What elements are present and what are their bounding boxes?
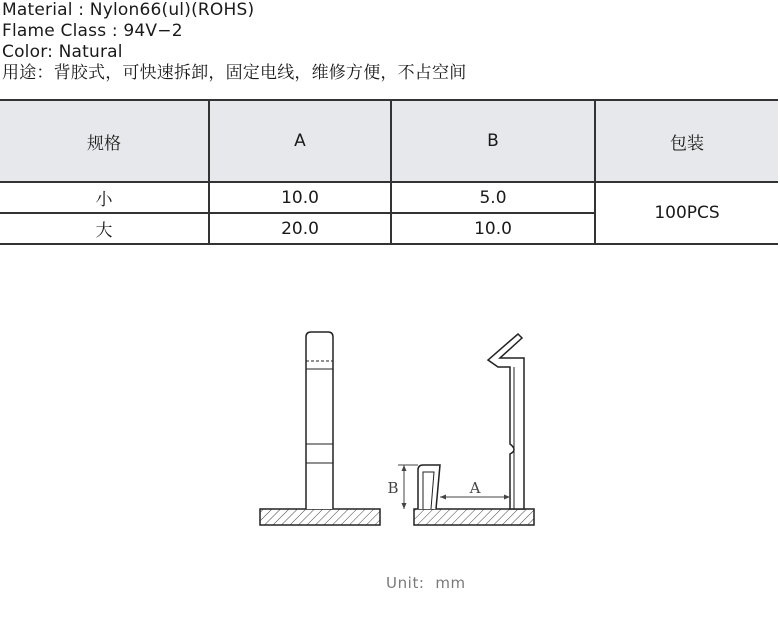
dimension-a-label: A	[469, 479, 481, 497]
dimension-b	[387, 465, 418, 509]
material-line: Material : Nylon66(ul)(ROHS)	[2, 0, 255, 20]
row-b-value: 5.0	[391, 182, 595, 213]
dimension-b-label: B	[387, 479, 399, 497]
header-a: A	[209, 100, 391, 182]
arrow-left-icon	[440, 495, 446, 500]
header-size: 规格	[0, 100, 209, 182]
front-view	[260, 332, 380, 525]
row-a-value: 20.0	[209, 213, 391, 244]
arrow-up-icon	[402, 465, 407, 471]
row-size: 大	[0, 213, 209, 244]
arrow-right-icon	[504, 495, 510, 500]
arrow-down-icon	[402, 503, 407, 509]
header-packing: 包装	[595, 100, 778, 182]
side-base-plate	[414, 509, 534, 525]
unit-label: Unit: mm	[386, 574, 466, 592]
flame-class-line: Flame Class : 94V−2	[2, 21, 183, 41]
row-b-value: 10.0	[391, 213, 595, 244]
front-base-plate	[260, 509, 380, 525]
dimension-a	[440, 479, 510, 500]
usage-line: 用途：背胶式，可快速拆卸，固定电线，维修方便，不占空间	[2, 63, 467, 83]
color-line: Color: Natural	[2, 42, 123, 62]
row-size: 小	[95, 190, 113, 210]
packing-value: 100PCS	[595, 182, 778, 244]
front-post	[306, 332, 333, 509]
row-a-value: 10.0	[209, 182, 391, 213]
header-b: B	[391, 100, 595, 182]
side-clip-arm	[488, 334, 524, 509]
